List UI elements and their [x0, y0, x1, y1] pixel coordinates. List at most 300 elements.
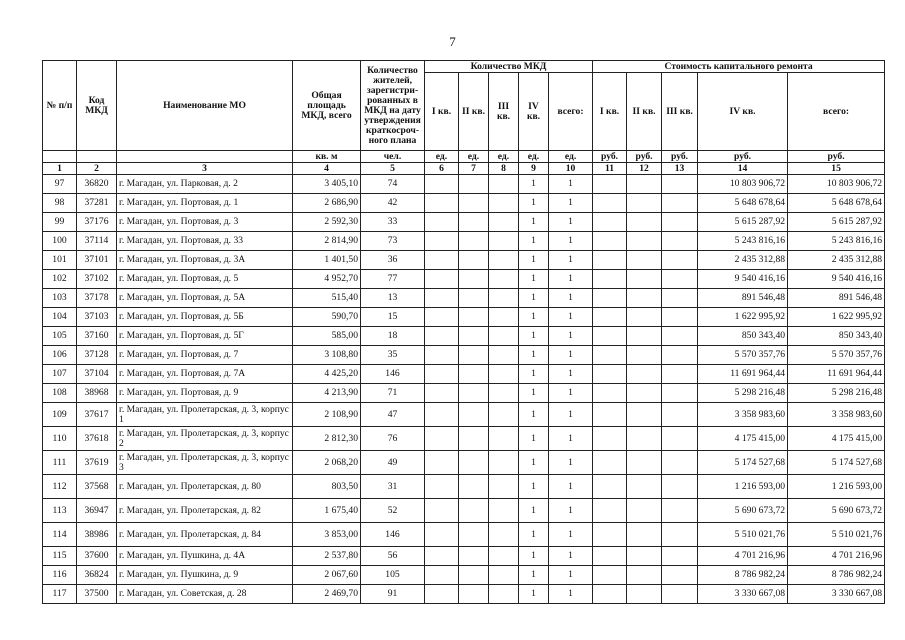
row-residents: 74	[361, 175, 425, 194]
header-count-total: всего:	[549, 73, 593, 151]
table-row	[43, 499, 885, 523]
row-cost-total: 8 786 982,24	[788, 566, 885, 585]
row-count-q4: 1	[519, 346, 549, 365]
row-count-total: 1	[549, 475, 593, 499]
row-cost-q1	[593, 585, 627, 604]
row-count-total: 1	[549, 566, 593, 585]
row-count-q3	[489, 585, 519, 604]
row-cost-q3	[662, 327, 698, 346]
row-count-q3	[489, 308, 519, 327]
row-count-q4: 1	[519, 270, 549, 289]
unit-cell: руб.	[627, 151, 662, 163]
row-cost-q2	[627, 499, 662, 523]
row-cost-total: 3 358 983,60	[788, 403, 885, 427]
row-cost-q3	[662, 175, 698, 194]
column-number: 9	[519, 163, 549, 175]
row-cost-total: 3 330 667,08	[788, 585, 885, 604]
row-cost-q3	[662, 270, 698, 289]
row-name: г. Магадан, ул. Парковая, д. 2	[117, 175, 293, 194]
row-count-total: 1	[549, 175, 593, 194]
row-cost-q4: 2 435 312,88	[698, 251, 788, 270]
row-cost-q2	[627, 251, 662, 270]
header-residents: Количество жителей, зарегистри-рованных в МКД на дату утверждения краткосроч-ного плана	[361, 61, 425, 151]
row-count-total: 1	[549, 346, 593, 365]
row-count-q3	[489, 327, 519, 346]
row-code: 36824	[77, 566, 117, 585]
header-cost-q1: I кв.	[593, 73, 627, 151]
row-count-q3	[489, 475, 519, 499]
row-name: г. Магадан, ул. Портовая, д. 33	[117, 232, 293, 251]
row-residents: 47	[361, 403, 425, 427]
row-cost-q2	[627, 194, 662, 213]
column-number: 7	[459, 163, 489, 175]
row-count-q2	[459, 427, 489, 451]
row-area: 2 814,90	[293, 232, 361, 251]
row-count-q1	[425, 451, 459, 475]
row-name: г. Магадан, ул. Портовая, д. 5Г	[117, 327, 293, 346]
table-row	[43, 232, 885, 251]
row-count-q3	[489, 251, 519, 270]
row-count-total: 1	[549, 365, 593, 384]
row-cost-q4: 3 330 667,08	[698, 585, 788, 604]
column-number: 1	[43, 163, 77, 175]
table-row	[43, 213, 885, 232]
header-cost-q4: IV кв.	[698, 73, 788, 151]
row-cost-q1	[593, 289, 627, 308]
row-count-q2	[459, 232, 489, 251]
row-number: 112	[43, 475, 77, 499]
row-cost-q3	[662, 346, 698, 365]
row-number: 109	[43, 403, 77, 427]
row-count-q2	[459, 566, 489, 585]
row-name: г. Магадан, ул. Портовая, д. 9	[117, 384, 293, 403]
row-cost-q4: 5 298 216,48	[698, 384, 788, 403]
row-number: 98	[43, 194, 77, 213]
header-cost-q2: II кв.	[627, 73, 662, 151]
row-residents: 42	[361, 194, 425, 213]
row-number: 105	[43, 327, 77, 346]
header-count-q2: II кв.	[459, 73, 489, 151]
row-number: 110	[43, 427, 77, 451]
row-count-q1	[425, 270, 459, 289]
row-cost-q3	[662, 547, 698, 566]
row-residents: 76	[361, 427, 425, 451]
row-count-q4: 1	[519, 175, 549, 194]
row-cost-q2	[627, 403, 662, 427]
row-code: 37160	[77, 327, 117, 346]
row-count-q1	[425, 232, 459, 251]
row-count-q3	[489, 270, 519, 289]
table-row	[43, 523, 885, 547]
row-code: 37104	[77, 365, 117, 384]
row-count-total: 1	[549, 270, 593, 289]
row-count-q1	[425, 175, 459, 194]
row-cost-q3	[662, 232, 698, 251]
row-count-q2	[459, 499, 489, 523]
column-number: 4	[293, 163, 361, 175]
table-row	[43, 308, 885, 327]
column-number: 5	[361, 163, 425, 175]
header-count-q1: I кв.	[425, 73, 459, 151]
row-cost-total: 5 570 357,76	[788, 346, 885, 365]
column-number: 12	[627, 163, 662, 175]
row-count-q1	[425, 547, 459, 566]
row-cost-q4: 9 540 416,16	[698, 270, 788, 289]
row-count-q4: 1	[519, 499, 549, 523]
row-count-q1	[425, 523, 459, 547]
row-residents: 33	[361, 213, 425, 232]
row-code: 37281	[77, 194, 117, 213]
row-area: 585,00	[293, 327, 361, 346]
row-area: 2 537,80	[293, 547, 361, 566]
row-count-q1	[425, 475, 459, 499]
table-row	[43, 346, 885, 365]
row-residents: 31	[361, 475, 425, 499]
row-cost-total: 4 175 415,00	[788, 427, 885, 451]
header-count-q3: III кв.	[489, 73, 519, 151]
row-cost-total: 11 691 964,44	[788, 365, 885, 384]
row-cost-total: 1 622 995,92	[788, 308, 885, 327]
row-cost-q2	[627, 451, 662, 475]
header-no: № п/п	[43, 61, 77, 151]
row-count-q3	[489, 427, 519, 451]
row-residents: 18	[361, 327, 425, 346]
row-area: 4 425,20	[293, 365, 361, 384]
row-name: г. Магадан, ул. Пушкина, д. 4А	[117, 547, 293, 566]
row-cost-q1	[593, 427, 627, 451]
row-name: г. Магадан, ул. Портовая, д. 1	[117, 194, 293, 213]
header-name: Наименование МО	[117, 61, 293, 151]
row-cost-q2	[627, 308, 662, 327]
row-number: 100	[43, 232, 77, 251]
row-count-q3	[489, 523, 519, 547]
row-cost-q1	[593, 213, 627, 232]
row-count-q1	[425, 308, 459, 327]
unit-cell: руб.	[698, 151, 788, 163]
header-cost-q3: III кв.	[662, 73, 698, 151]
row-count-q2	[459, 384, 489, 403]
row-cost-q2	[627, 365, 662, 384]
row-number: 108	[43, 384, 77, 403]
row-number: 117	[43, 585, 77, 604]
row-cost-total: 5 174 527,68	[788, 451, 885, 475]
row-count-q4: 1	[519, 194, 549, 213]
row-cost-q2	[627, 475, 662, 499]
row-area: 803,50	[293, 475, 361, 499]
row-code: 37617	[77, 403, 117, 427]
capital-repair-table	[42, 60, 885, 604]
row-count-q4: 1	[519, 403, 549, 427]
row-name: г. Магадан, ул. Пролетарская, д. 3, корпус 2	[117, 427, 293, 451]
row-cost-q3	[662, 499, 698, 523]
row-cost-q2	[627, 327, 662, 346]
row-cost-q3	[662, 384, 698, 403]
row-count-q1	[425, 384, 459, 403]
row-area: 2 686,90	[293, 194, 361, 213]
row-area: 4 213,90	[293, 384, 361, 403]
row-cost-total: 850 343,40	[788, 327, 885, 346]
row-count-total: 1	[549, 232, 593, 251]
row-residents: 71	[361, 384, 425, 403]
row-area: 3 108,80	[293, 346, 361, 365]
row-cost-q4: 4 175 415,00	[698, 427, 788, 451]
row-cost-q2	[627, 427, 662, 451]
row-area: 2 592,30	[293, 213, 361, 232]
row-residents: 146	[361, 365, 425, 384]
row-count-q3	[489, 451, 519, 475]
row-cost-q1	[593, 308, 627, 327]
table-row	[43, 327, 885, 346]
row-cost-q3	[662, 475, 698, 499]
row-name: г. Магадан, ул. Портовая, д. 5А	[117, 289, 293, 308]
unit-cell: ед.	[549, 151, 593, 163]
row-cost-q3	[662, 213, 698, 232]
row-count-q2	[459, 289, 489, 308]
header-code: Код МКД	[77, 61, 117, 151]
table-body	[43, 175, 885, 604]
row-number: 115	[43, 547, 77, 566]
unit-cell: ед.	[425, 151, 459, 163]
row-name: г. Магадан, ул. Пушкина, д. 9	[117, 566, 293, 585]
row-cost-q1	[593, 475, 627, 499]
row-name: г. Магадан, ул. Пролетарская, д. 3, корпус 1	[117, 403, 293, 427]
table-row	[43, 289, 885, 308]
row-number: 116	[43, 566, 77, 585]
row-count-q3	[489, 346, 519, 365]
row-count-q1	[425, 346, 459, 365]
row-count-q3	[489, 232, 519, 251]
row-name: г. Магадан, ул. Портовая, д. 7А	[117, 365, 293, 384]
row-cost-q4: 5 243 816,16	[698, 232, 788, 251]
header-area: Общая площадь МКД, всего	[293, 61, 361, 151]
column-number: 3	[117, 163, 293, 175]
column-number: 8	[489, 163, 519, 175]
row-residents: 49	[361, 451, 425, 475]
row-count-q3	[489, 403, 519, 427]
unit-cell: ед.	[519, 151, 549, 163]
row-cost-q1	[593, 384, 627, 403]
row-area: 2 067,60	[293, 566, 361, 585]
row-area: 2 469,70	[293, 585, 361, 604]
row-count-q3	[489, 566, 519, 585]
row-residents: 35	[361, 346, 425, 365]
row-count-q4: 1	[519, 365, 549, 384]
row-cost-q1	[593, 232, 627, 251]
unit-cell: кв. м	[293, 151, 361, 163]
row-number: 103	[43, 289, 77, 308]
row-name: г. Магадан, ул. Портовая, д. 3А	[117, 251, 293, 270]
table-row	[43, 547, 885, 566]
row-code: 37176	[77, 213, 117, 232]
row-cost-total: 1 216 593,00	[788, 475, 885, 499]
table-row	[43, 384, 885, 403]
row-area: 590,70	[293, 308, 361, 327]
row-name: г. Магадан, ул. Пролетарская, д. 3, корпус 3	[117, 451, 293, 475]
row-cost-q1	[593, 251, 627, 270]
row-count-total: 1	[549, 213, 593, 232]
row-area: 2 108,90	[293, 403, 361, 427]
row-count-q2	[459, 547, 489, 566]
row-count-q4: 1	[519, 232, 549, 251]
row-cost-q1	[593, 270, 627, 289]
header-count-q4: IV кв.	[519, 73, 549, 151]
unit-cell: ед.	[489, 151, 519, 163]
row-count-q3	[489, 499, 519, 523]
row-count-q1	[425, 585, 459, 604]
row-cost-q2	[627, 547, 662, 566]
row-cost-q3	[662, 585, 698, 604]
row-cost-q4: 4 701 216,96	[698, 547, 788, 566]
row-name: г. Магадан, ул. Пролетарская, д. 80	[117, 475, 293, 499]
row-code: 37619	[77, 451, 117, 475]
row-count-q3	[489, 175, 519, 194]
row-count-q3	[489, 547, 519, 566]
row-cost-total: 5 690 673,72	[788, 499, 885, 523]
row-count-q4: 1	[519, 475, 549, 499]
row-count-q3	[489, 213, 519, 232]
row-cost-q1	[593, 327, 627, 346]
row-name: г. Магадан, ул. Советская, д. 28	[117, 585, 293, 604]
row-residents: 105	[361, 566, 425, 585]
row-cost-q2	[627, 566, 662, 585]
row-count-total: 1	[549, 308, 593, 327]
column-number: 13	[662, 163, 698, 175]
row-cost-q3	[662, 289, 698, 308]
row-cost-q4: 5 690 673,72	[698, 499, 788, 523]
row-cost-q1	[593, 523, 627, 547]
row-code: 37103	[77, 308, 117, 327]
row-count-q4: 1	[519, 585, 549, 604]
table-row	[43, 194, 885, 213]
row-count-q2	[459, 365, 489, 384]
row-area: 1 401,50	[293, 251, 361, 270]
unit-cell: чел.	[361, 151, 425, 163]
row-count-total: 1	[549, 403, 593, 427]
row-cost-total: 5 615 287,92	[788, 213, 885, 232]
row-area: 2 812,30	[293, 427, 361, 451]
row-count-q2	[459, 327, 489, 346]
row-count-q2	[459, 451, 489, 475]
row-cost-q4: 850 343,40	[698, 327, 788, 346]
row-cost-q4: 1 216 593,00	[698, 475, 788, 499]
row-count-q4: 1	[519, 523, 549, 547]
row-cost-q4: 5 510 021,76	[698, 523, 788, 547]
table-row	[43, 175, 885, 194]
row-number: 114	[43, 523, 77, 547]
page-number: 7	[449, 34, 456, 49]
row-cost-q1	[593, 175, 627, 194]
row-cost-total: 5 648 678,64	[788, 194, 885, 213]
table-row	[43, 403, 885, 427]
row-count-q1	[425, 403, 459, 427]
row-count-q1	[425, 427, 459, 451]
row-count-total: 1	[549, 289, 593, 308]
row-code: 37114	[77, 232, 117, 251]
row-count-q2	[459, 308, 489, 327]
table-row	[43, 475, 885, 499]
row-count-q1	[425, 499, 459, 523]
row-count-q4: 1	[519, 427, 549, 451]
row-cost-q1	[593, 566, 627, 585]
row-name: г. Магадан, ул. Портовая, д. 5Б	[117, 308, 293, 327]
row-count-q4: 1	[519, 327, 549, 346]
row-cost-q4: 3 358 983,60	[698, 403, 788, 427]
row-name: г. Магадан, ул. Портовая, д. 7	[117, 346, 293, 365]
table-row	[43, 365, 885, 384]
column-number: 14	[698, 163, 788, 175]
row-count-total: 1	[549, 451, 593, 475]
row-count-q2	[459, 523, 489, 547]
row-cost-q3	[662, 403, 698, 427]
row-cost-q4: 11 691 964,44	[698, 365, 788, 384]
row-count-q3	[489, 289, 519, 308]
row-count-total: 1	[549, 327, 593, 346]
row-cost-q4: 5 570 357,76	[698, 346, 788, 365]
row-count-q1	[425, 365, 459, 384]
row-residents: 73	[361, 232, 425, 251]
row-code: 38986	[77, 523, 117, 547]
row-count-q2	[459, 270, 489, 289]
row-cost-q3	[662, 194, 698, 213]
row-count-q1	[425, 251, 459, 270]
row-area: 1 675,40	[293, 499, 361, 523]
row-code: 37101	[77, 251, 117, 270]
column-number: 11	[593, 163, 627, 175]
row-cost-q4: 5 174 527,68	[698, 451, 788, 475]
column-number: 6	[425, 163, 459, 175]
row-area: 3 405,10	[293, 175, 361, 194]
row-cost-q3	[662, 308, 698, 327]
row-code: 37128	[77, 346, 117, 365]
row-cost-q2	[627, 232, 662, 251]
row-count-q4: 1	[519, 451, 549, 475]
row-count-q3	[489, 194, 519, 213]
row-count-q2	[459, 251, 489, 270]
row-cost-q1	[593, 451, 627, 475]
row-number: 99	[43, 213, 77, 232]
row-cost-q2	[627, 346, 662, 365]
row-count-q4: 1	[519, 213, 549, 232]
row-cost-q3	[662, 523, 698, 547]
row-cost-q1	[593, 499, 627, 523]
row-count-total: 1	[549, 194, 593, 213]
column-number: 2	[77, 163, 117, 175]
row-count-q4: 1	[519, 251, 549, 270]
row-cost-q3	[662, 451, 698, 475]
row-residents: 56	[361, 547, 425, 566]
row-cost-total: 5 298 216,48	[788, 384, 885, 403]
row-count-q2	[459, 585, 489, 604]
row-count-q1	[425, 194, 459, 213]
row-count-q1	[425, 327, 459, 346]
row-count-q4: 1	[519, 308, 549, 327]
row-count-q2	[459, 213, 489, 232]
row-cost-q2	[627, 270, 662, 289]
table-row	[43, 270, 885, 289]
row-count-q2	[459, 175, 489, 194]
table-row	[43, 585, 885, 604]
row-count-q2	[459, 475, 489, 499]
row-cost-q3	[662, 251, 698, 270]
row-cost-q2	[627, 384, 662, 403]
row-count-q2	[459, 194, 489, 213]
row-count-total: 1	[549, 547, 593, 566]
row-code: 37500	[77, 585, 117, 604]
row-number: 113	[43, 499, 77, 523]
row-count-total: 1	[549, 384, 593, 403]
row-count-total: 1	[549, 499, 593, 523]
row-code: 37600	[77, 547, 117, 566]
